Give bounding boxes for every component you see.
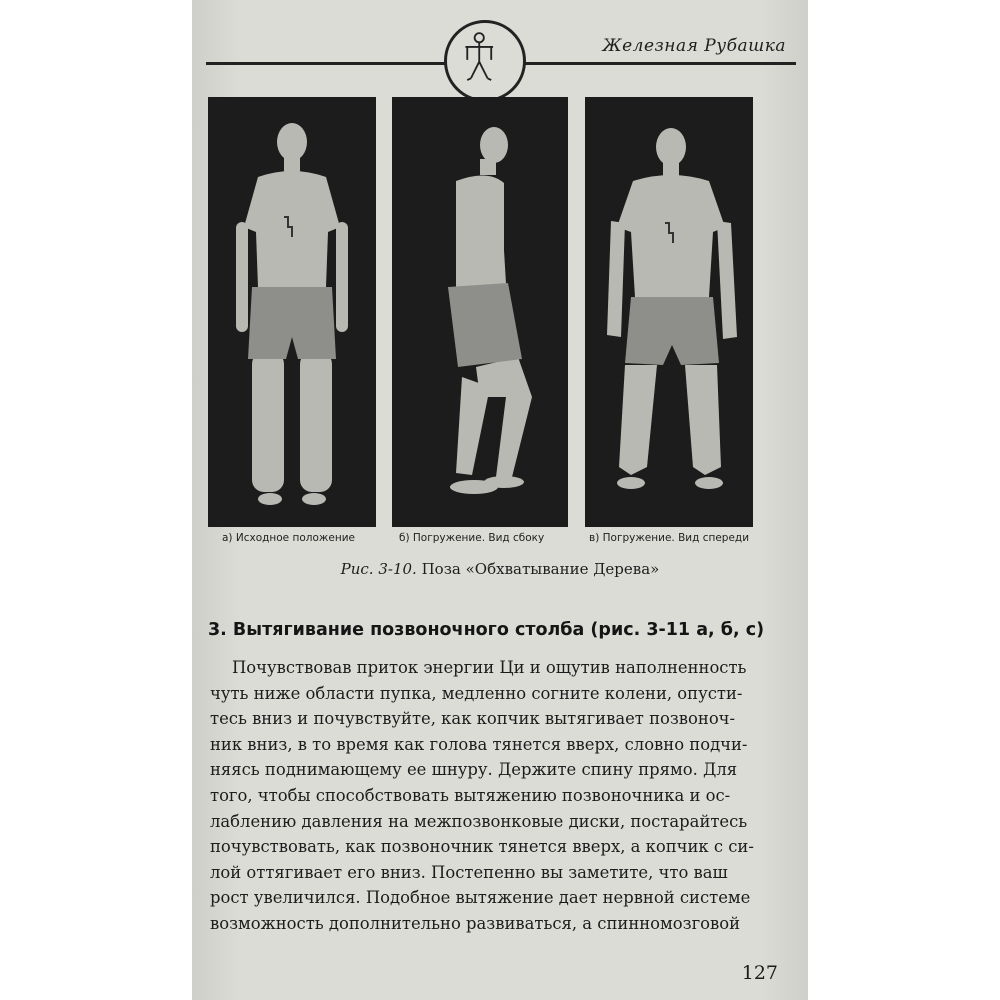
paragraph-line: рост увеличился. Подобное вытяжение дает нервной системе: [210, 888, 751, 908]
page-number: 127: [741, 962, 778, 984]
paragraph-line: лой оттягивает его вниз. Постепенно вы заметите, что ваш: [210, 862, 728, 882]
figure-number: Рис. 3-10.: [340, 560, 417, 578]
paragraph-line: того, чтобы способствовать вытяжению позвоночника и ос-: [210, 785, 731, 805]
paragraph-line: почувствовать, как позвоночник тянется вверх, а копчик с си-: [210, 837, 754, 857]
subcaption-b: б) Погружение. Вид сбоку: [399, 532, 545, 544]
book-page: [192, 0, 808, 1000]
body-paragraph: [210, 655, 794, 937]
figure-caption: [192, 560, 808, 578]
paragraph-line: лаблению давления на межпозвонковые диски, постарайтесь: [210, 811, 748, 831]
photo-side-view: [392, 97, 568, 527]
paragraph-line: тесь вниз и почувствуйте, как копчик вытягивает позвоноч-: [210, 709, 736, 729]
paragraph-line: возможность дополнительно развиваться, а спинномозговой: [210, 913, 741, 933]
photo-front-view: [585, 97, 753, 527]
paragraph-line: няясь поднимающему ее шнуру. Держите спину прямо. Для: [210, 760, 738, 780]
subcaption-c: в) Погружение. Вид спереди: [589, 532, 750, 544]
photo-initial-position: [208, 97, 376, 527]
paragraph-line: ник вниз, в то время как голова тянется вверх, словно подчи-: [210, 734, 748, 754]
paragraph-line: чуть ниже области пупка, медленно согните колени, опусти-: [210, 683, 743, 703]
paragraph-line: Почувствовав приток энергии Ци и ощутив наполненность: [232, 658, 747, 677]
section-heading: 3. Вытягивание позвоночного столба (рис. 3-11 а, б, с): [208, 620, 765, 640]
running-header: Железная Рубашка: [602, 36, 786, 56]
subcaption-a: а) Исходное положение: [222, 532, 355, 544]
emblem-icon: [444, 20, 526, 102]
figure-caption-text: Поза «Обхватывание Дерева»: [416, 560, 660, 578]
